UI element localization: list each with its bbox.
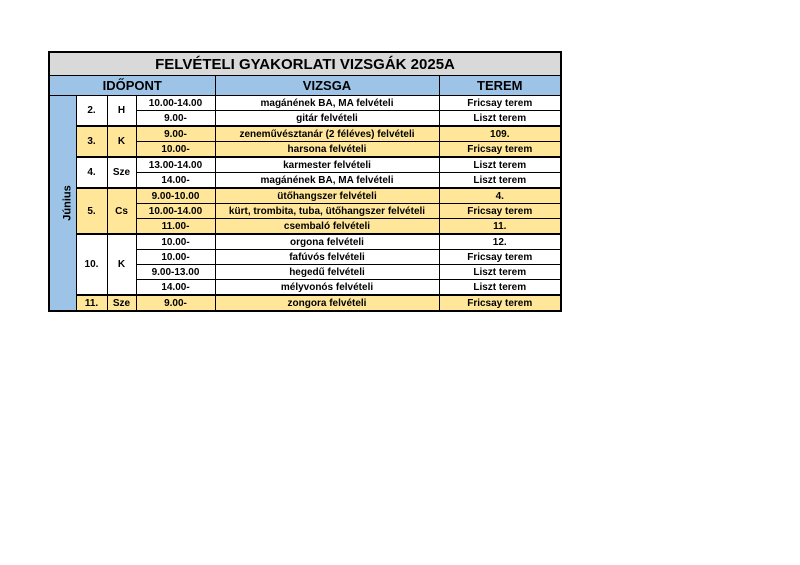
weekday-cell: Sze <box>107 295 136 311</box>
exam-cell: karmester felvételi <box>215 157 439 173</box>
exam-cell: kürt, trombita, tuba, ütőhangszer felvételi <box>215 204 439 219</box>
weekday-cell: K <box>107 126 136 157</box>
time-cell: 9.00-10.00 <box>136 188 215 204</box>
room-cell: 12. <box>439 234 561 250</box>
room-cell: Liszt terem <box>439 111 561 127</box>
time-cell: 9.00- <box>136 126 215 142</box>
day-cell: 2. <box>76 96 107 127</box>
time-cell: 10.00- <box>136 142 215 158</box>
table-row <box>49 188 561 204</box>
header-terem: TEREM <box>439 76 561 96</box>
time-cell: 9.00-13.00 <box>136 265 215 280</box>
room-cell: 109. <box>439 126 561 142</box>
time-cell: 10.00- <box>136 250 215 265</box>
time-cell: 14.00- <box>136 280 215 296</box>
header-row <box>49 76 561 96</box>
time-cell: 13.00-14.00 <box>136 157 215 173</box>
exam-cell: harsona felvételi <box>215 142 439 158</box>
table-row <box>49 234 561 250</box>
weekday-cell: H <box>107 96 136 127</box>
day-cell: 3. <box>76 126 107 157</box>
exam-cell: fafúvós felvételi <box>215 250 439 265</box>
exam-cell: hegedű felvételi <box>215 265 439 280</box>
room-cell: Fricsay terem <box>439 250 561 265</box>
room-cell: Fricsay terem <box>439 96 561 111</box>
time-cell: 10.00-14.00 <box>136 96 215 111</box>
room-cell: Fricsay terem <box>439 295 561 311</box>
room-cell: Fricsay terem <box>439 204 561 219</box>
time-cell: 9.00- <box>136 111 215 127</box>
exam-cell: csembaló felvételi <box>215 219 439 235</box>
table-title: FELVÉTELI GYAKORLATI VIZSGÁK 2025A <box>49 52 561 76</box>
table-row <box>49 96 561 111</box>
table-row <box>49 126 561 142</box>
exam-cell: orgona felvételi <box>215 234 439 250</box>
header-idopont: IDŐPONT <box>49 76 215 96</box>
day-cell: 11. <box>76 295 107 311</box>
room-cell: 4. <box>439 188 561 204</box>
time-cell: 14.00- <box>136 173 215 189</box>
weekday-cell: Sze <box>107 157 136 188</box>
exam-schedule-table <box>48 51 562 312</box>
room-cell: Liszt terem <box>439 265 561 280</box>
month-label <box>49 96 76 312</box>
weekday-cell: Cs <box>107 188 136 234</box>
time-cell: 9.00- <box>136 295 215 311</box>
room-cell: Liszt terem <box>439 157 561 173</box>
exam-cell: zeneművésztanár (2 féléves) felvételi <box>215 126 439 142</box>
exam-cell: ütőhangszer felvételi <box>215 188 439 204</box>
exam-cell: magánének BA, MA felvételi <box>215 96 439 111</box>
table-row <box>49 295 561 311</box>
room-cell: Liszt terem <box>439 173 561 189</box>
header-vizsga: VIZSGA <box>215 76 439 96</box>
room-cell: Liszt terem <box>439 280 561 296</box>
title-row <box>49 52 561 76</box>
room-cell: 11. <box>439 219 561 235</box>
exam-cell: gitár felvételi <box>215 111 439 127</box>
day-cell: 4. <box>76 157 107 188</box>
day-cell: 5. <box>76 188 107 234</box>
weekday-cell: K <box>107 234 136 295</box>
day-cell: 10. <box>76 234 107 295</box>
time-cell: 11.00- <box>136 219 215 235</box>
exam-cell: mélyvonós felvételi <box>215 280 439 296</box>
time-cell: 10.00-14.00 <box>136 204 215 219</box>
exam-cell: magánének BA, MA felvételi <box>215 173 439 189</box>
time-cell: 10.00- <box>136 234 215 250</box>
room-cell: Fricsay terem <box>439 142 561 158</box>
table-row <box>49 157 561 173</box>
month-text: Június <box>61 185 74 221</box>
exam-cell: zongora felvételi <box>215 295 439 311</box>
